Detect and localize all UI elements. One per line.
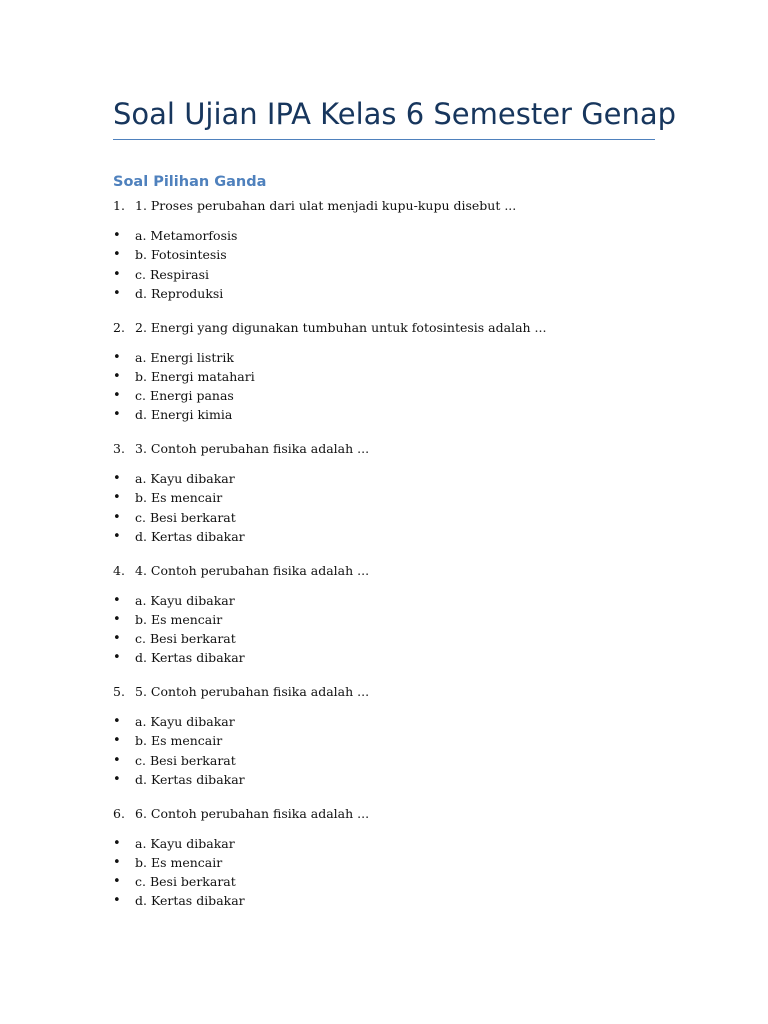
bullet-icon: • bbox=[113, 714, 121, 729]
bullet-icon: • bbox=[113, 874, 121, 890]
bullet-icon: • bbox=[113, 228, 121, 243]
option-text: d. Kertas dibakar bbox=[135, 893, 245, 909]
bullet-icon: • bbox=[113, 266, 121, 282]
question-number: 4. bbox=[113, 562, 125, 578]
option-text: c. Besi berkarat bbox=[135, 874, 236, 890]
question-number: 1. bbox=[113, 198, 125, 213]
option-text: a. Energi listrik bbox=[135, 349, 234, 365]
bullet-icon: • bbox=[113, 471, 121, 486]
bullet-icon: • bbox=[113, 733, 121, 749]
bullet-icon: • bbox=[113, 368, 121, 384]
bullet-icon: • bbox=[113, 528, 121, 544]
option-text: b. Es mencair bbox=[135, 611, 223, 627]
option-text: a. Kayu dibakar bbox=[135, 714, 235, 729]
bullet-icon: • bbox=[113, 854, 121, 870]
question-number: 3. bbox=[113, 441, 125, 456]
bullet-icon: • bbox=[113, 592, 121, 608]
bullet-icon: • bbox=[113, 349, 121, 365]
bullet-icon: • bbox=[113, 388, 121, 404]
question-number: 6. bbox=[113, 805, 125, 821]
option-text: d. Kertas dibakar bbox=[135, 528, 245, 544]
option-text: b. Es mencair bbox=[135, 854, 223, 870]
bullet-icon: • bbox=[113, 611, 121, 627]
option-text: c. Respirasi bbox=[135, 266, 210, 282]
document-title: Soal Ujian IPA Kelas 6 Semester Genap bbox=[113, 97, 677, 131]
option-text: a. Kayu dibakar bbox=[135, 592, 235, 608]
question-text: 2. Energi yang digunakan tumbuhan untuk fotosintesis adalah ... bbox=[135, 319, 547, 335]
question-1 bbox=[113, 195, 655, 317]
option-text: c. Besi berkarat bbox=[135, 752, 236, 768]
option-text: c. Besi berkarat bbox=[135, 631, 236, 647]
option-text: a. Kayu dibakar bbox=[135, 835, 235, 851]
bullet-icon: • bbox=[113, 835, 121, 851]
bullet-icon: • bbox=[113, 490, 121, 506]
bullet-icon: • bbox=[113, 893, 121, 909]
question-text: 5. Contoh perubahan fisika adalah ... bbox=[135, 684, 370, 699]
option-text: d. Energi kimia bbox=[135, 407, 233, 423]
bullet-icon: • bbox=[113, 771, 121, 787]
question-5 bbox=[113, 681, 655, 803]
bullet-icon: • bbox=[113, 247, 121, 263]
question-text: 6. Contoh perubahan fisika adalah ... bbox=[135, 805, 370, 821]
option-text: a. Kayu dibakar bbox=[135, 471, 235, 486]
option-text: d. Reproduksi bbox=[135, 285, 224, 301]
bullet-icon: • bbox=[113, 752, 121, 768]
question-4 bbox=[113, 560, 655, 682]
option-text: b. Energi matahari bbox=[135, 368, 255, 384]
option-text: b. Fotosintesis bbox=[135, 247, 227, 263]
option-text: c. Besi berkarat bbox=[135, 509, 236, 525]
section-heading: Soal Pilihan Ganda bbox=[113, 174, 267, 190]
bullet-icon: • bbox=[113, 631, 121, 647]
bullet-icon: • bbox=[113, 407, 121, 423]
question-list bbox=[113, 195, 655, 924]
option-text: c. Energi panas bbox=[135, 388, 234, 404]
option-text: d. Kertas dibakar bbox=[135, 650, 245, 666]
bullet-icon: • bbox=[113, 509, 121, 525]
question-2 bbox=[113, 317, 655, 439]
option-text: a. Metamorfosis bbox=[135, 228, 238, 243]
question-text: 3. Contoh perubahan fisika adalah ... bbox=[135, 441, 370, 456]
option-text: b. Es mencair bbox=[135, 733, 223, 749]
question-number: 5. bbox=[113, 684, 125, 699]
title-underline bbox=[113, 139, 655, 140]
question-3 bbox=[113, 438, 655, 560]
question-text: 4. Contoh perubahan fisika adalah ... bbox=[135, 562, 370, 578]
question-6 bbox=[113, 803, 655, 925]
question-text: 1. Proses perubahan dari ulat menjadi kupu-kupu disebut ... bbox=[135, 198, 517, 213]
bullet-icon: • bbox=[113, 285, 121, 301]
option-text: b. Es mencair bbox=[135, 490, 223, 506]
option-text: d. Kertas dibakar bbox=[135, 771, 245, 787]
bullet-icon: • bbox=[113, 650, 121, 666]
question-number: 2. bbox=[113, 319, 125, 335]
